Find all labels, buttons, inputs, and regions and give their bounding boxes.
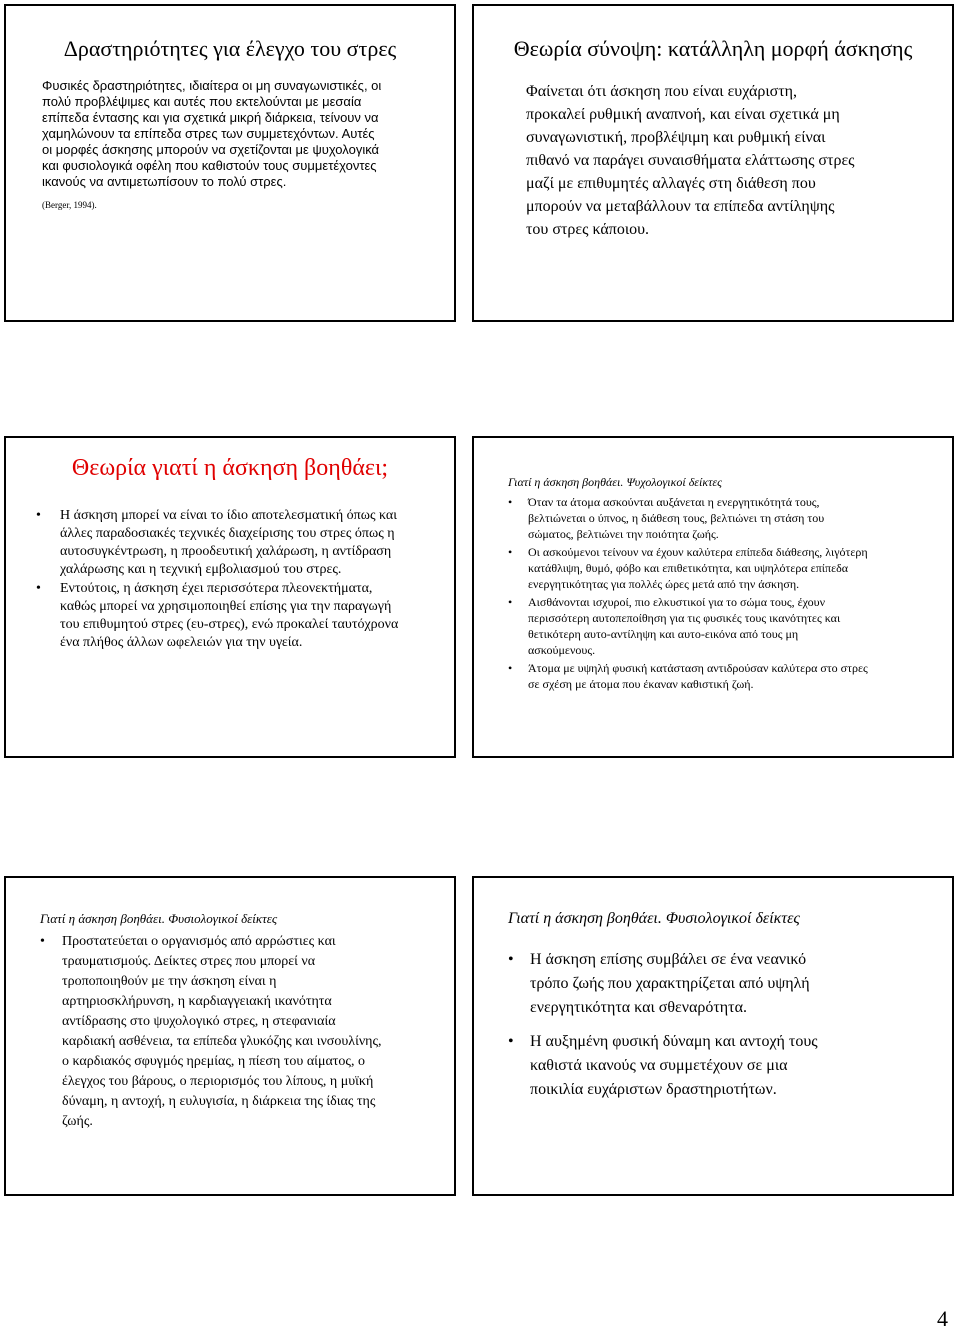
slide-heading: Γιατί η άσκηση βοηθάει. Φυσιολογικοί δείκτες bbox=[40, 911, 278, 926]
bullet-icon: • bbox=[508, 1033, 514, 1050]
list-item-text: Άτομα με υψηλή φυσική κατάσταση αντιδρούσαν καλύτερα στο στρες σε σχέση με άτομα που έκαναν καθιστική ζωή. bbox=[528, 661, 868, 691]
bullet-icon: • bbox=[40, 934, 45, 949]
bullet-list bbox=[6, 928, 385, 1132]
bullet-icon: • bbox=[36, 581, 41, 596]
list-item bbox=[508, 1030, 838, 1102]
list-item-text: Αισθάνονται ισχυροί, πιο ελκυστικοί για το σώμα τους, έχουν περισσότερη αυτοπεποίθηση για τις φυσικές τους ικανότητες και θετικότερη αυτο-αντίληψη και αυτο-εικόνα από τους μη ασκούμενους. bbox=[528, 595, 841, 657]
list-item-text: Προστατεύεται ο οργανισμός από αρρώστιες και τραυματισμούς. Δείκτες στρες που μπορεί να τροποποιηθούν με την άσκηση είναι η αρτηριοσκλήρυνση, η καρδιαγγειακή ικανότητα αντίδρασης στο ψυχολογικό στρες, η στεφανιαία καρδιακή ασθένεια, τα επίπεδα γλυκόζης και ινσουλίνης, ο καρδιακός σφυγμός ηρεμίας, η πίεση του αίματος, ο έλεγχος του βάρους, ο περιορισμός του λίπους, η μυϊκή δύναμη, η αντοχή, η ευλυγισία, η διάρκεια της ίδιας της ζωής. bbox=[62, 934, 382, 1129]
bullet-icon: • bbox=[36, 508, 41, 523]
citation: (Berger, 1994). bbox=[42, 200, 97, 210]
list-item bbox=[36, 580, 404, 652]
bullet-list bbox=[474, 930, 838, 1102]
slide-heading: Γιατί η άσκηση βοηθάει. Φυσιολογικοί δείκτες bbox=[508, 910, 800, 927]
slide-title: Θεωρία γιατί η άσκηση βοηθάει; bbox=[71, 455, 389, 481]
slide-psychological-indicators bbox=[472, 436, 954, 758]
bullet-icon: • bbox=[508, 595, 513, 609]
bullet-list bbox=[474, 490, 868, 692]
slide-heading: Γιατί η άσκηση βοηθάει. Ψυχολογικοί δείκτες bbox=[508, 475, 722, 489]
bullet-list bbox=[6, 485, 404, 652]
slide-why-exercise-helps bbox=[4, 436, 456, 758]
slide-body: Φαίνεται ότι άσκηση που είναι ευχάριστη, προκαλεί ρυθμική αναπνοή, και είναι σχετικά μη συναγωνιστική, προβλέψιμη και ρυθμική είναι πιθανό να παράγει συναισθήματα ελάττωσης στρες μαζί με επιθυμητές αλλαγές στη διάθεση που μπορούν να μεταβάλλουν τα επίπεδα αντίληψης του στρες κάποιου. bbox=[526, 83, 855, 238]
list-item-text: Εντούτοις, η άσκηση έχει περισσότερα πλεονεκτήματα, καθώς μπορεί να χρησιμοποιηθεί επίσης για την παραγωγή του επιθυμητού στρες (ευ-στρες), ενώ προκαλεί ταυτόχρονα ένα πλήθος άλλων ωφελειών για την υγεία. bbox=[60, 581, 399, 650]
list-item-text: Η άσκηση επίσης συμβάλει σε ένα νεανικό τρόπο ζωής που χαρακτηρίζεται από υψηλή ενεργητικότητα και σθεναρότητα. bbox=[530, 951, 810, 1016]
slide-title: Δραστηριότητες για έλεγχο του στρες bbox=[63, 36, 397, 61]
list-item bbox=[508, 544, 868, 592]
slide-body: Φυσικές δραστηριότητες, ιδιαίτερα οι μη συναγωνιστικές, οι πολύ προβλέψιμες και αυτές που εκτελούνται με μεσαία επίπεδα έντασης και για σχετικά μικρή διάρκεια, τείνουν να χαμηλώνουν τα επίπεδα στρες των συμμετεχόντων. Αυτές οι μορφές άσκησης μπορούν να σχετίζονται με ψυχολογικά και φυσιολογικά οφέλη που καθιστούν τους συμμετέχοντες ικανούς να αντιμετωπίσουν το πολύ στρες. bbox=[42, 78, 382, 189]
bullet-icon: • bbox=[508, 495, 513, 509]
list-item-text: Η άσκηση μπορεί να είναι το ίδιο αποτελεσματική όπως και άλλες παραδοσιακές τεχνικές διαχείρισης του στρες όπως η αυτοσυγκέντρωση, η προοδευτική χαλάρωση, η αντίδραση χαλάρωσης και η τεχνική εμβολιασμού του στρες. bbox=[60, 508, 398, 577]
list-item bbox=[508, 594, 868, 658]
list-item bbox=[40, 932, 385, 1132]
slide-physiological-indicators-1 bbox=[4, 876, 456, 1196]
list-item bbox=[508, 494, 868, 542]
list-item-text: Η αυξημένη φυσική δύναμη και αντοχή τους καθιστά ικανούς να συμμετέχουν σε μια ποικιλία ευχάριστων δραστηριοτήτων. bbox=[530, 1033, 818, 1098]
list-item bbox=[508, 660, 868, 692]
slide-theory-summary bbox=[472, 4, 954, 322]
bullet-icon: • bbox=[508, 951, 514, 968]
bullet-icon: • bbox=[508, 661, 513, 675]
list-item bbox=[508, 948, 838, 1020]
slide-title: Θεωρία σύνοψη: κατάλληλη μορφή άσκησης bbox=[513, 36, 913, 61]
list-item-text: Όταν τα άτομα ασκούνται αυξάνεται η ενεργητικότητά τους, βελτιώνεται ο ύπνος, η διάθεση τους, βελτιώνει τη στάση του σώματος, βελτιώνει την ποιότητα ζωής. bbox=[528, 495, 825, 541]
list-item bbox=[36, 507, 404, 579]
slide-physiological-indicators-2 bbox=[472, 876, 954, 1196]
slide-stress-activities bbox=[4, 4, 456, 322]
page-number: 4 bbox=[937, 1306, 948, 1331]
bullet-icon: • bbox=[508, 545, 513, 559]
list-item-text: Οι ασκούμενοι τείνουν να έχουν καλύτερα επίπεδα διάθεσης, λιγότερη κατάθλιψη, θυμό, φόβο και επιθετικότητα, και υψηλότερα επίπεδα ενεργητικότητας για πολλές ώρες μετά από την άσκηση. bbox=[528, 545, 868, 591]
